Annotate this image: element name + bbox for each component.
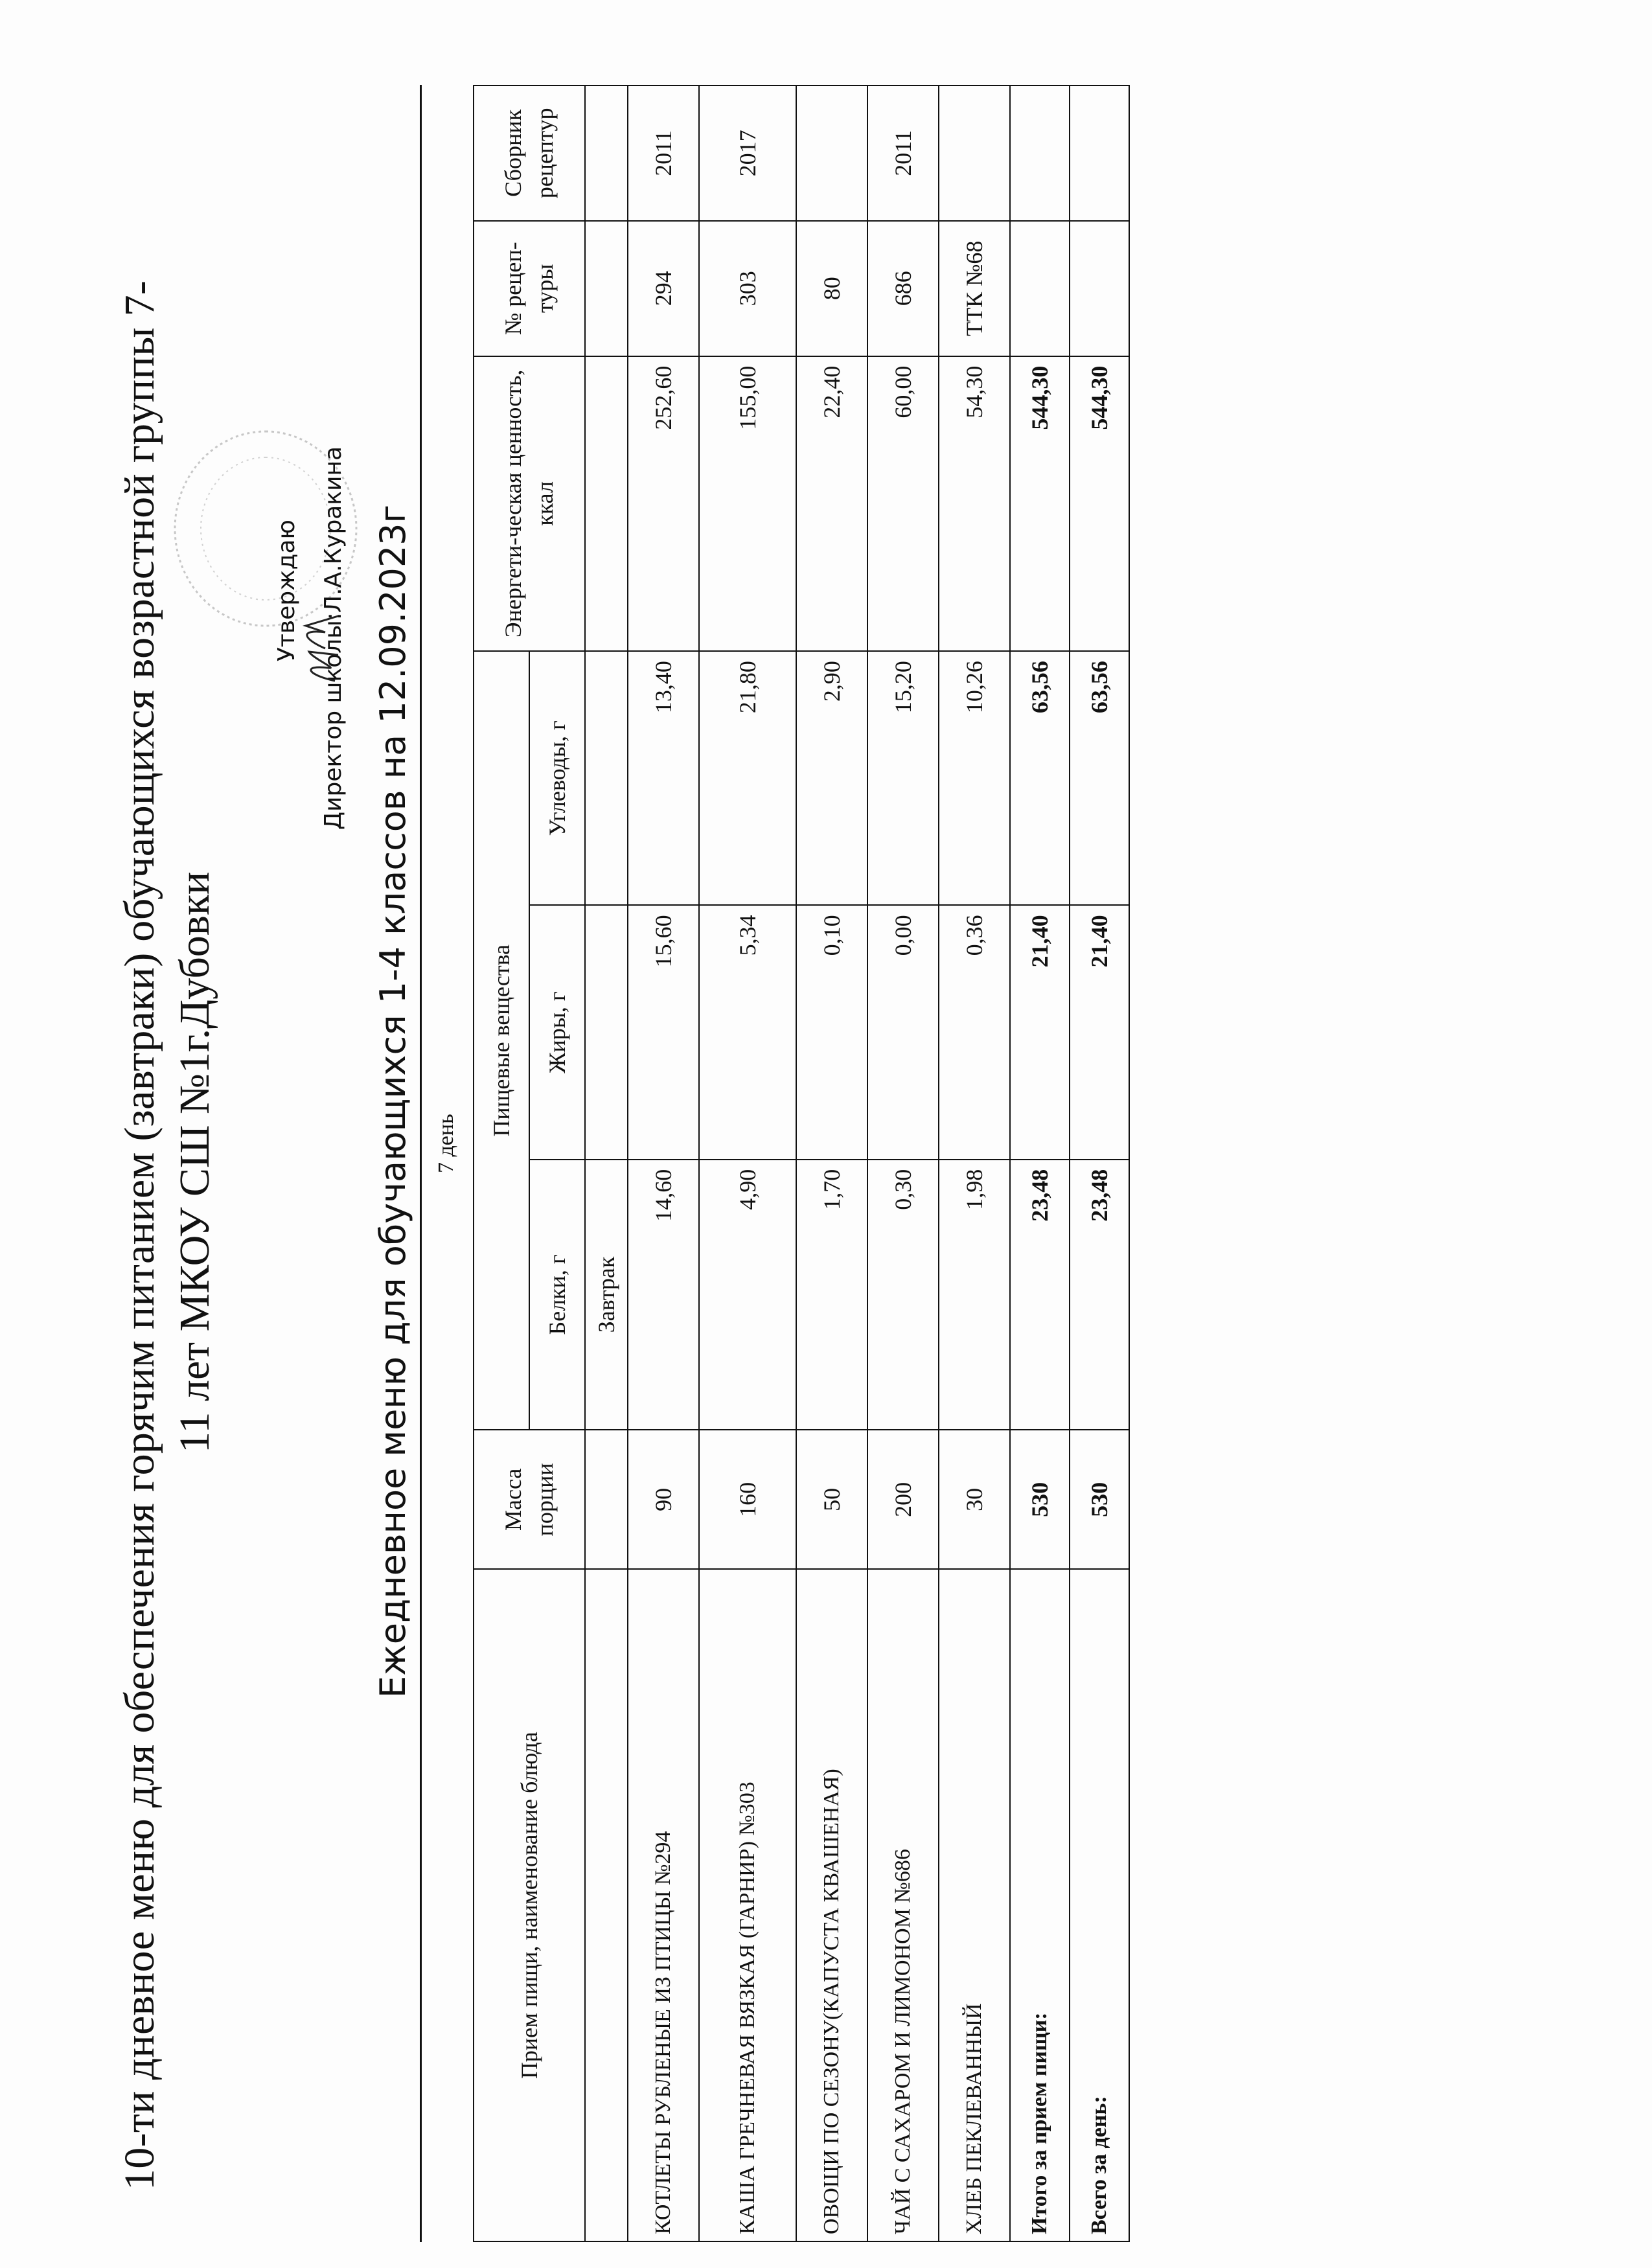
header-energy: Энергети-ческая ценность, ккал (474, 356, 585, 652)
protein-value: 0,30 (867, 1160, 939, 1430)
day-total-label: Всего за день: (1070, 1569, 1129, 2241)
header-recipe-collection: Сборник рецептур (474, 86, 585, 221)
day-total-carbs: 63,56 (1070, 651, 1129, 905)
energy-value: 252,60 (628, 356, 699, 652)
menu-table (473, 85, 1130, 2242)
header-protein: Белки, г (529, 1160, 585, 1430)
carbs-value: 13,40 (628, 651, 699, 905)
header-recipe-no: № рецеп-туры (474, 221, 585, 356)
meal-total-energy: 544,30 (1010, 356, 1070, 652)
carbs-value: 15,20 (867, 651, 939, 905)
recipe-number: 80 (796, 221, 867, 356)
header-fat: Жиры, г (529, 905, 585, 1159)
energy-value: 60,00 (867, 356, 939, 652)
recipe-collection (796, 86, 867, 221)
director-signature (299, 603, 345, 687)
section-empty-cell (585, 1569, 628, 2241)
dish-name: ХЛЕБ ПЕКЛЕВАННЫЙ (939, 1569, 1010, 2241)
header-portion-mass: Масса порции (474, 1430, 585, 1569)
day-label: 7 день (434, 1114, 458, 1173)
table-row (699, 86, 796, 2241)
meal-total-protein: 23,48 (1010, 1160, 1070, 1430)
menu-subtitle: Ежедневное меню для обучающихся 1-4 классов на 12.09.2023г (373, 505, 413, 1698)
table-row (939, 86, 1010, 2241)
director-name: Л.А.Куракина (320, 446, 347, 613)
day-total-mass: 530 (1070, 1430, 1129, 1569)
portion-mass: 50 (796, 1430, 867, 1569)
carbs-value: 21,80 (699, 651, 796, 905)
recipe-number: ТТК №68 (939, 221, 1010, 356)
carbs-value: 10,26 (939, 651, 1010, 905)
portion-mass: 160 (699, 1430, 796, 1569)
day-total-protein: 23,48 (1070, 1160, 1129, 1430)
day-total-fat: 21,40 (1070, 905, 1129, 1159)
section-empty-cell (585, 221, 628, 356)
header-carbs: Углеводы, г (529, 651, 585, 905)
energy-value: 54,30 (939, 356, 1010, 652)
portion-mass: 30 (939, 1430, 1010, 1569)
section-label-breakfast: Завтрак (585, 1160, 628, 1430)
director-label: Директор школы: (320, 612, 347, 830)
dish-name: КАША ГРЕЧНЕВАЯ ВЯЗКАЯ (ГАРНИР) №303 (699, 1569, 796, 2241)
carbs-value: 2,90 (796, 651, 867, 905)
recipe-number: 303 (699, 221, 796, 356)
fat-value: 5,34 (699, 905, 796, 1159)
recipe-collection: 2011 (628, 86, 699, 221)
energy-value: 22,40 (796, 356, 867, 652)
dish-name: ОВОЩИ ПО СЕЗОНУ(КАПУСТА КВАШЕНАЯ) (796, 1569, 867, 2241)
fat-value: 0,36 (939, 905, 1010, 1159)
recipe-collection (939, 86, 1010, 221)
fat-value: 0,10 (796, 905, 867, 1159)
section-empty-cell (585, 905, 628, 1159)
meal-total-carbs: 63,56 (1010, 651, 1070, 905)
fat-value: 15,60 (628, 905, 699, 1159)
fat-value: 0,00 (867, 905, 939, 1159)
table-row (796, 86, 867, 2241)
recipe-collection: 2011 (867, 86, 939, 221)
empty-cell (1010, 221, 1070, 356)
header-nutrients: Пищевые вещества (474, 651, 529, 1430)
section-empty-cell (585, 651, 628, 905)
divider-line (420, 85, 422, 2242)
protein-value: 4,90 (699, 1160, 796, 1430)
dish-name: ЧАЙ С САХАРОМ И ЛИМОНОМ №686 (867, 1569, 939, 2241)
day-total-row (1070, 86, 1129, 2241)
table-row (628, 86, 699, 2241)
header-meal-name: Прием пищи, наименование блюда (474, 1569, 585, 2241)
portion-mass: 200 (867, 1430, 939, 1569)
document-title-line-1: 10-ти дневное меню для обеспечения горячим питанием (завтраки) обучающихся возрастной группы 7- (116, 280, 163, 2190)
empty-cell (1070, 86, 1129, 221)
recipe-number: 686 (867, 221, 939, 356)
table-row (867, 86, 939, 2241)
recipe-collection: 2017 (699, 86, 796, 221)
day-total-energy: 544,30 (1070, 356, 1129, 652)
empty-cell (1010, 86, 1070, 221)
energy-value: 155,00 (699, 356, 796, 652)
portion-mass: 90 (628, 1430, 699, 1569)
meal-total-label: Итого за прием пищи: (1010, 1569, 1070, 2241)
meal-total-row (1010, 86, 1070, 2241)
protein-value: 1,98 (939, 1160, 1010, 1430)
empty-cell (1070, 221, 1129, 356)
meal-total-fat: 21,40 (1010, 905, 1070, 1159)
protein-value: 1,70 (796, 1160, 867, 1430)
recipe-number: 294 (628, 221, 699, 356)
section-empty-cell (585, 86, 628, 221)
section-empty-cell (585, 1430, 628, 1569)
protein-value: 14,60 (628, 1160, 699, 1430)
meal-total-mass: 530 (1010, 1430, 1070, 1569)
document-title-line-2: 11 лет МКОУ СШ №1г.Дубовки (171, 871, 218, 1453)
section-empty-cell (585, 356, 628, 652)
approval-label: Утверждаю (273, 520, 300, 661)
dish-name: КОТЛЕТЫ РУБЛЕНЫЕ ИЗ ПТИЦЫ №294 (628, 1569, 699, 2241)
